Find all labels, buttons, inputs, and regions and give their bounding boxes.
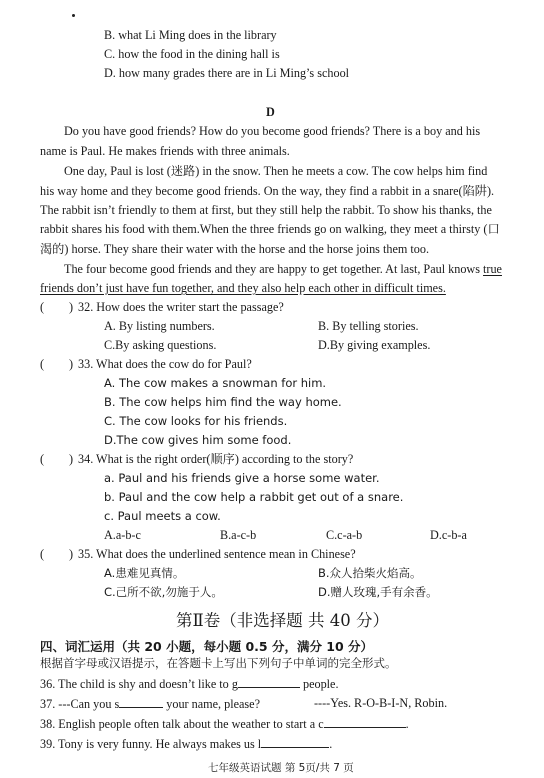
item-38-text: 38. English people often talk about the weather to start a c: [40, 717, 324, 731]
answer-paren-open: (: [40, 357, 45, 371]
underlined-sentence: friends don’t just have fun together, and they also help each other in difficult times.: [40, 281, 446, 295]
item-38: [40, 716, 409, 732]
q33-option-d: D.The cow gives him some food.: [104, 433, 292, 447]
answer-paren-open: (: [40, 300, 45, 314]
passage-line: rabbit shares his food with them.When the three friends go on walking, they meet a thirsty (口: [40, 222, 500, 236]
underlined-sentence-start: true: [483, 262, 502, 276]
bullet-dot: [72, 14, 75, 17]
answer-paren-close: ): [69, 300, 74, 314]
question-35-stem: 35. What does the underlined sentence mean in Chinese?: [78, 547, 356, 561]
item-36-text: 36. The child is shy and doesn’t like to g: [40, 677, 238, 691]
q34-event-c: c. Paul meets a cow.: [104, 509, 221, 523]
page-footer: 七年级英语试题 第 5页/共 7 页: [208, 762, 354, 774]
item-36-text-end: people.: [299, 677, 339, 691]
answer-blank[interactable]: [119, 696, 163, 708]
passage-line: 渴的) horse. They share their water with the horse and the horse joins them too.: [40, 242, 429, 256]
answer-blank[interactable]: [238, 676, 300, 688]
question-34-stem: 34. What is the right order(顺序) according to the story?: [78, 452, 354, 466]
passage-text: The four become good friends and they are happy to get together. At last, Paul knows: [64, 262, 484, 276]
item-37-text-end: your name, please?: [163, 697, 260, 711]
q33-option-b: B. The cow helps him find the way home.: [104, 395, 342, 409]
part-2-title: 第Ⅱ卷（非选择题 共 40 分）: [176, 611, 389, 630]
question-33-stem: 33. What does the cow do for Paul?: [78, 357, 252, 371]
answer-paren-open: (: [40, 452, 45, 466]
item-36: [40, 676, 339, 692]
passage-line: The rabbit isn’t friendly to them at first, but they still help the rabbit. To show his thanks, the: [40, 203, 492, 217]
q32-option-d: D.By giving examples.: [318, 338, 431, 352]
q35-option-d: D.赠人玫瑰,手有余香。: [318, 585, 438, 599]
passage-line: name is Paul. He makes friends with three animals.: [40, 144, 290, 158]
q34-option-a: A.a-b-c: [104, 528, 141, 542]
q34-option-d: D.c-b-a: [430, 528, 467, 542]
item-39: [40, 736, 332, 752]
answer-paren-close: ): [69, 547, 74, 561]
passage-line: One day, Paul is lost (迷路) in the snow. Then he meets a cow. The cow helps him find: [64, 164, 488, 178]
q35-option-b: B.众人拾柴火焰高。: [318, 566, 422, 580]
q32-option-a: A. By listing numbers.: [104, 319, 215, 333]
item-37-text: 37. ---Can you s: [40, 697, 120, 711]
prev-option-b: B. what Li Ming does in the library: [104, 28, 277, 42]
passage-last-paragraph: [64, 262, 502, 277]
section-4-heading: 四、词汇运用（共 20 小题，每小题 0.5 分，满分 10 分）: [40, 639, 374, 654]
q33-option-a: A. The cow makes a snowman for him.: [104, 376, 327, 390]
q34-event-a: a. Paul and his friends give a horse some water.: [104, 471, 380, 485]
answer-blank[interactable]: [261, 736, 329, 748]
section-d-heading: D: [266, 105, 275, 119]
passage-line: Do you have good friends? How do you become good friends? There is a boy and his: [64, 124, 481, 138]
item-38-text-end: .: [405, 717, 409, 731]
item-37: [40, 696, 260, 712]
q34-option-c: C.c-a-b: [326, 528, 363, 542]
item-39-text-end: .: [329, 737, 333, 751]
answer-paren-open: (: [40, 547, 45, 561]
answer-paren-close: ): [69, 452, 74, 466]
item-37-reply: ----Yes. R-O-B-I-N, Robin.: [314, 696, 448, 710]
q32-option-c: C.By asking questions.: [104, 338, 217, 352]
q34-event-b: b. Paul and the cow help a rabbit get out of a snare.: [104, 490, 404, 504]
question-32-stem: 32. How does the writer start the passage?: [78, 300, 284, 314]
prev-option-d: D. how many grades there are in Li Ming’s school: [104, 66, 350, 80]
passage-line: his way home and they become good friends. On the way, they find a rabbit in a snare(陷阱).: [40, 184, 495, 198]
answer-blank[interactable]: [324, 716, 406, 728]
item-39-text: 39. Tony is very funny. He always makes us l: [40, 737, 262, 751]
q35-option-c: C.己所不欲,勿施于人。: [104, 585, 223, 599]
q33-option-c: C. The cow looks for his friends.: [104, 414, 288, 428]
section-4-instruction: 根据首字母或汉语提示，在答题卡上写出下列句子中单词的完全形式。: [40, 656, 397, 670]
q32-option-b: B. By telling stories.: [318, 319, 419, 333]
answer-paren-close: ): [69, 357, 74, 371]
prev-option-c: C. how the food in the dining hall is: [104, 47, 280, 61]
q34-option-b: B.a-c-b: [220, 528, 257, 542]
q35-option-a: A.患难见真情。: [104, 566, 185, 580]
